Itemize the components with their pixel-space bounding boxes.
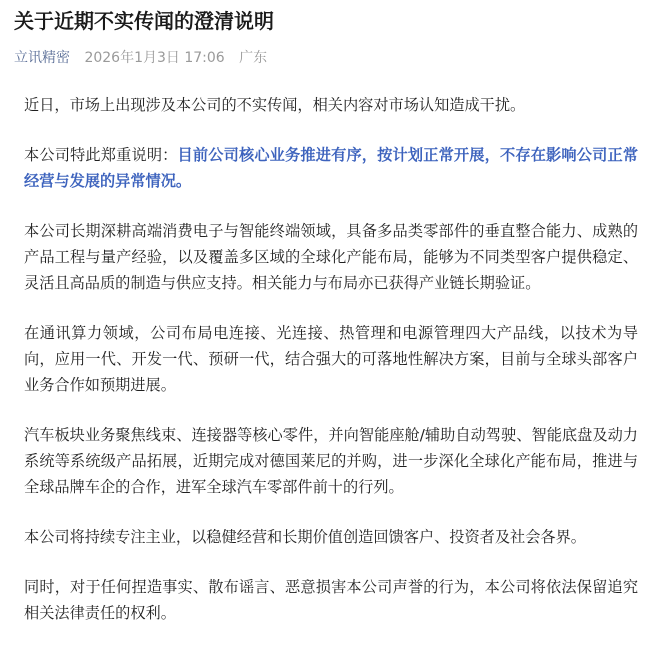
paragraph-2-highlight: 目前公司核心业务推进有序，按计划正常开展，不存在影响公司正常经营与发展的异常情况。 xyxy=(24,146,639,190)
article-body xyxy=(24,92,638,648)
publish-location: 广东 xyxy=(239,50,268,66)
article-title: 关于近期不实传闻的澄清说明 xyxy=(14,9,274,33)
paragraph-2-prefix: 本公司特此郑重说明： xyxy=(24,146,178,164)
paragraph-7: 同时，对于任何捏造事实、散布谣言、恶意损害本公司声誉的行为，本公司将依法保留追究相关法律责任的权利。 xyxy=(24,578,638,622)
paragraph-3: 本公司长期深耕高端消费电子与智能终端领域，具备多品类零部件的垂直整合能力、成熟的产品工程与量产经验，以及覆盖多区域的全球化产能布局，能够为不同类型客户提供稳定、灵活且高品质的制造与供应支持。相关能力与布局亦已获得产业链长期验证。 xyxy=(24,222,638,292)
paragraph-2 xyxy=(24,142,638,194)
article-meta xyxy=(14,48,267,68)
paragraph-4: 在通讯算力领域，公司布局电连接、光连接、热管理和电源管理四大产品线，以技术为导向，应用一代、开发一代、预研一代，结合强大的可落地性解决方案，目前与全球头部客户业务合作如预期进展。 xyxy=(24,324,638,394)
paragraph-5: 汽车板块业务聚焦线束、连接器等核心零件，并向智能座舱/辅助自动驾驶、智能底盘及动力系统等系统级产品拓展，近期完成对德国莱尼的并购，进一步深化全球化产能布局，推进与全球品牌车企的合作，进军全球汽车零部件前十的行列。 xyxy=(24,426,638,496)
publish-date: 2026年1月3日 17:06 xyxy=(84,50,225,66)
paragraph-1: 近日，市场上出现涉及本公司的不实传闻，相关内容对市场认知造成干扰。 xyxy=(24,96,526,114)
paragraph-6: 本公司将持续专注主业，以稳健经营和长期价值创造回馈客户、投资者及社会各界。 xyxy=(24,528,586,546)
account-name-link[interactable]: 立讯精密 xyxy=(14,50,70,66)
